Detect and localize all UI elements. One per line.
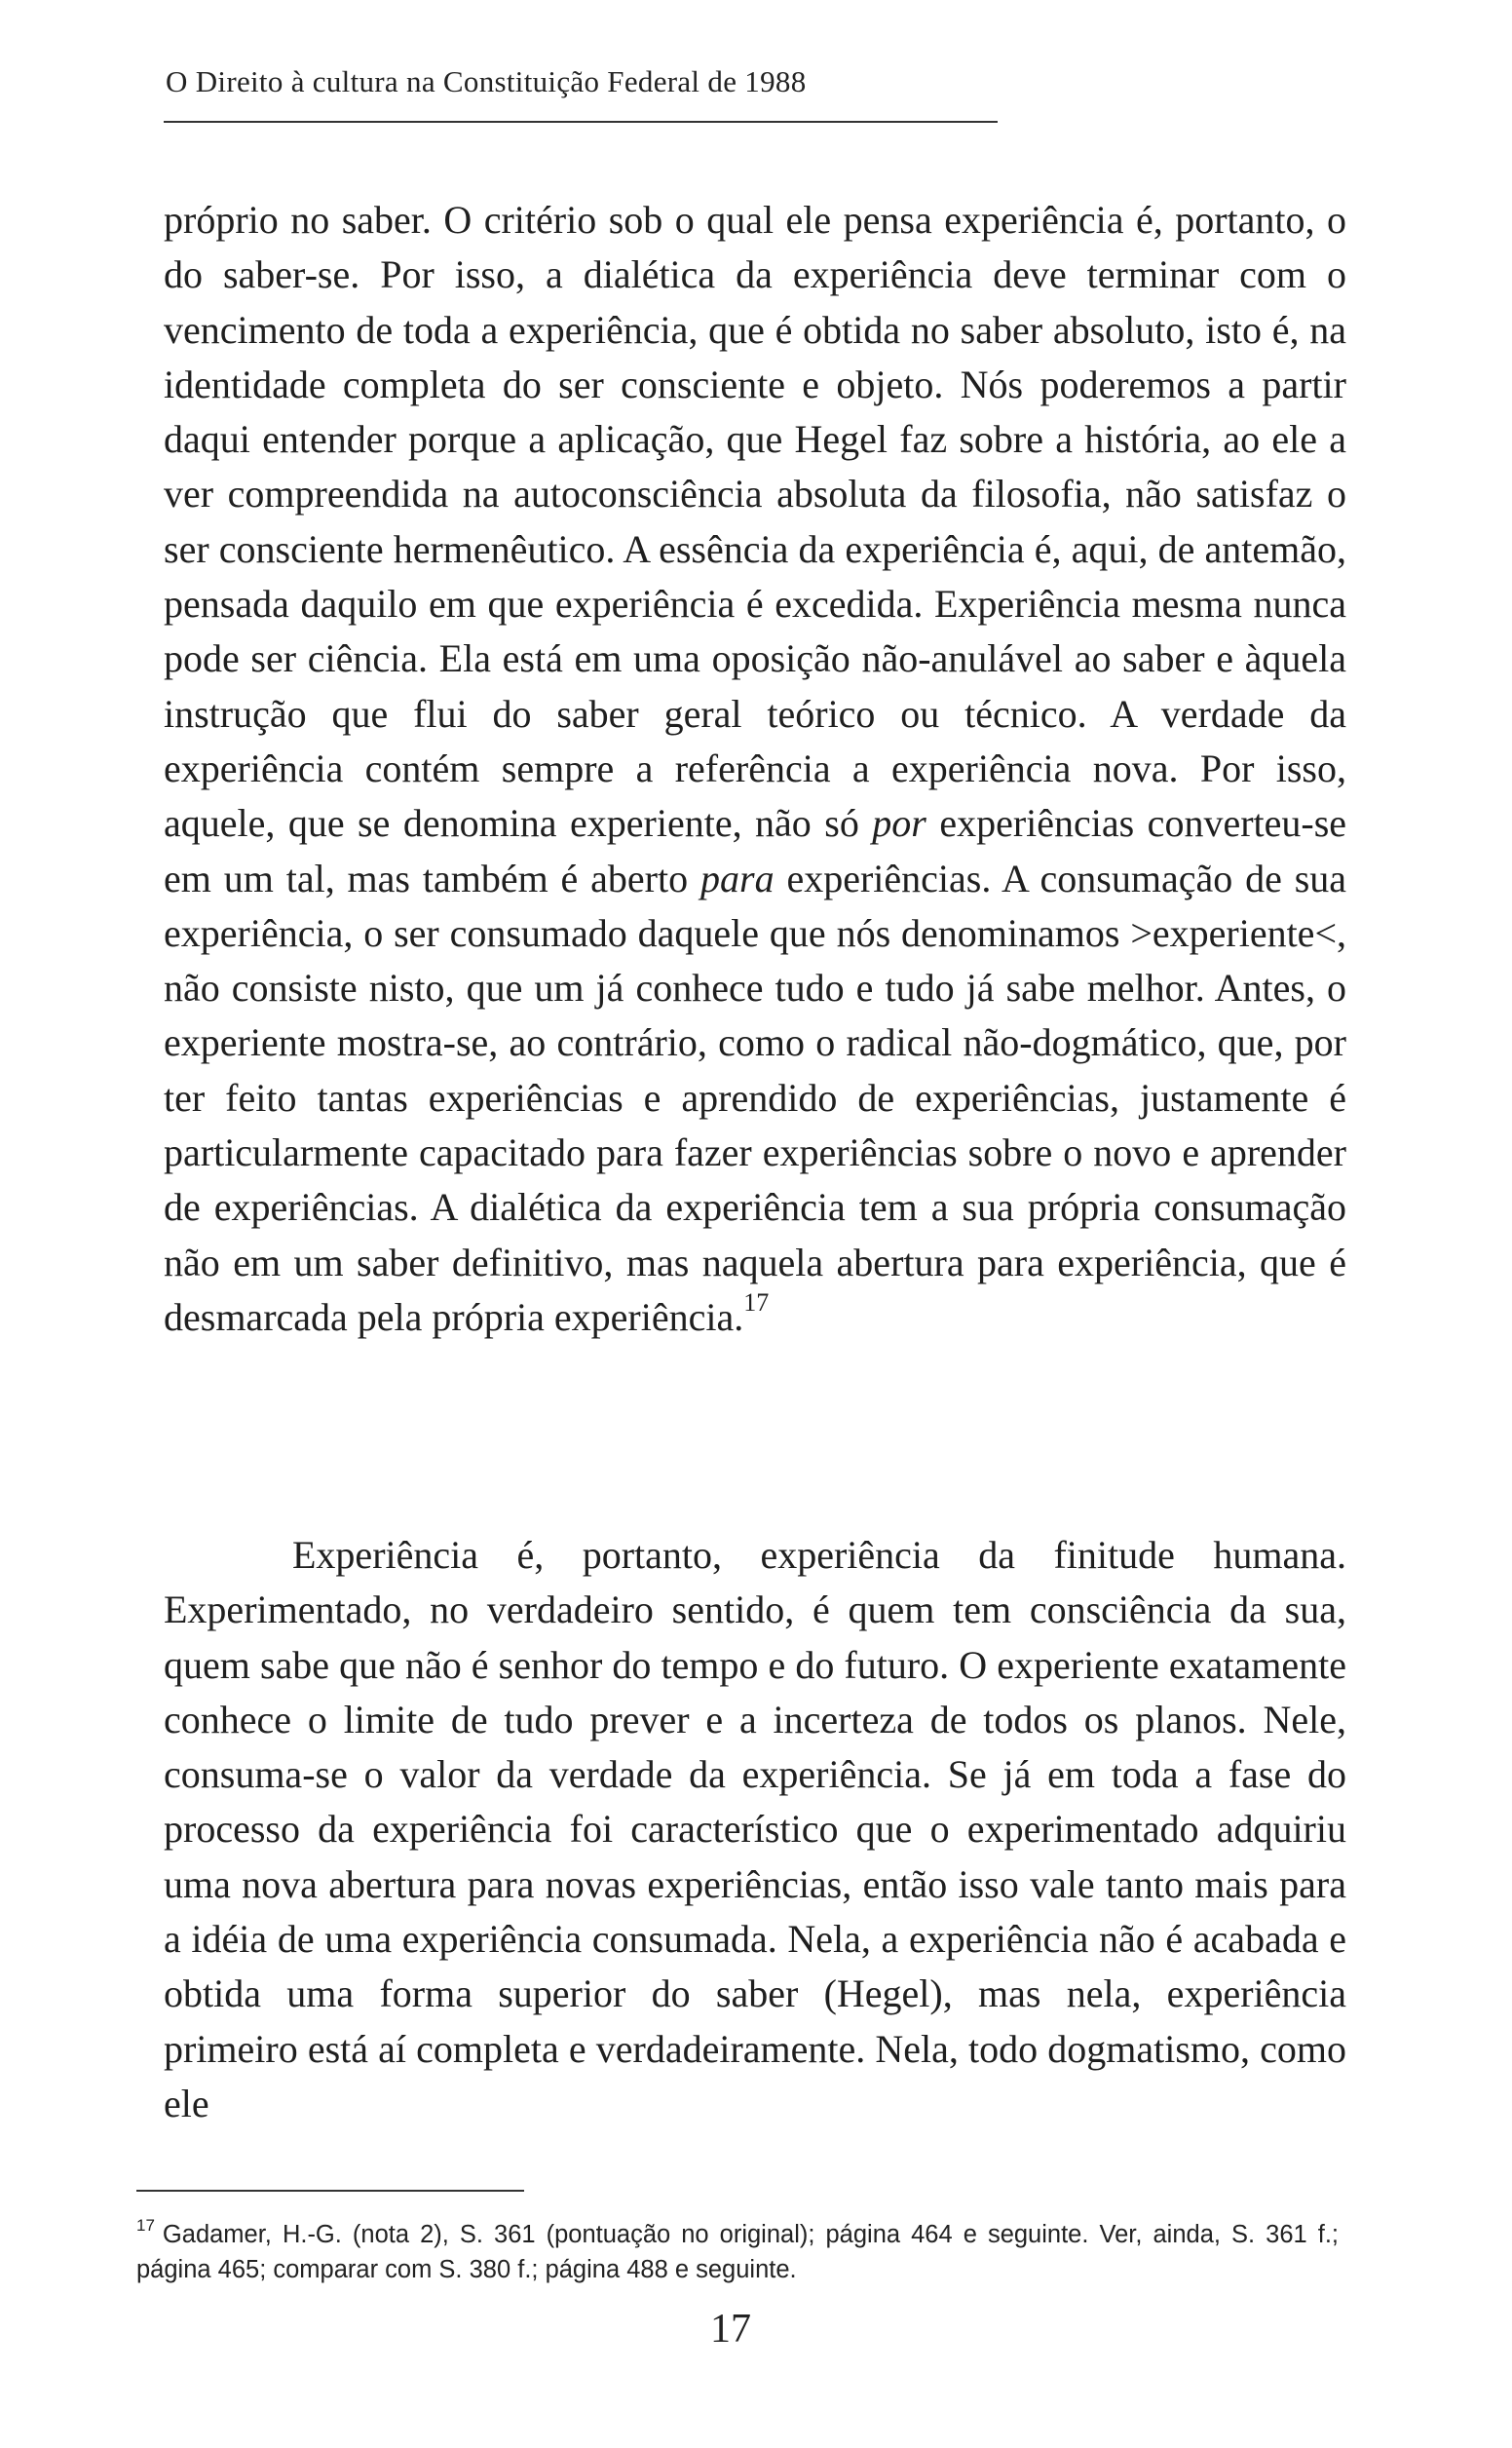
italic-word: por [872,801,926,846]
header-rule [164,121,998,123]
footnote-reference[interactable]: 17 [743,1287,770,1317]
italic-word: para [700,856,775,900]
paragraph-text: experiências. A consumação de sua experiência, o ser consumado daquele que nós denominamos >experiente<, não consiste nisto, que um já conhece tudo e tudo já sabe melhor. Antes, o experiente mostra-se, ao contrário, como o radical não-dogmático, que, por ter feito tantas experiências e aprendido de experiências, justamente é particularmente capacitado para fazer experiências sobre o novo e aprender de experiências. A dialética da experiência tem a sua própria consumação não em um saber definitivo, mas naquela abertura para experiência, que é desmarcada pela própria experiência. [164,856,1347,1339]
paragraph-text: Experiência é, portanto, experiência da finitude humana. Experimentado, no verdadeiro sentido, é quem tem consciência da sua, quem sabe que não é senhor do tempo e do futuro. O experiente exatamente conhece o limite de tudo prever e a incerteza de todos os planos. Nele, consuma-se o valor da verdade da experiência. Se já em toda a fase do processo da experiência foi característico que o experimentado adquiriu uma nova abertura para novas experiências, então isso vale tanto mais para a idéia de uma experiência consumada. Nela, a experiência não é acabada e obtida uma forma superior do saber (Hegel), mas nela, experiência primeiro está aí completa e verdadeiramente. Nela, todo dogmatismo, como ele [164,1533,1346,2125]
paragraph-text: próprio no saber. O critério sob o qual ele pensa experiência é, portanto, o do saber-se. Por isso, a dialética da experiência deve terminar com o vencimento de toda a experiência, que é obtida no saber absoluto, isto é, na identidade completa do ser consciente e objeto. Nós poderemos a partir daqui entender porque a aplicação, que Hegel faz sobre a história, ao ele a ver compreendida na autoconsciência absoluta da filosofia, não satisfaz o ser consciente hermenêutico. A essência da experiência é, aqui, de antemão, pensada daquilo em que experiência é excedida. Experiência mesma nunca pode ser ciência. Ela está em uma oposição não-anulável ao saber e àquela instrução que flui do saber geral teórico ou técnico. A verdade da experiência contém sempre a referência a experiência nova. Por isso, aquele, que se denomina experiente, não só [164,198,1346,846]
body-paragraph-2 [164,1528,1346,2131]
footnote [136,2217,1339,2287]
paragraph-text: experiências converteu-se em um tal, mas também é aberto [164,801,1347,900]
footnote-rule [136,2190,524,2192]
footnote-number: 17 [136,2216,155,2235]
body-paragraph-1 [164,193,1346,1345]
page-number: 17 [710,2307,751,2352]
footnote-text: Gadamer, H.-G. (nota 2), S. 361 (pontuação no original); página 464 e seguinte. Ver, ainda, S. 361 f.; página 465; comparar com S. 380 f.; página 488 e seguinte. [136,2221,1339,2283]
running-header: O Direito à cultura na Constituição Federal de 1988 [166,64,807,98]
